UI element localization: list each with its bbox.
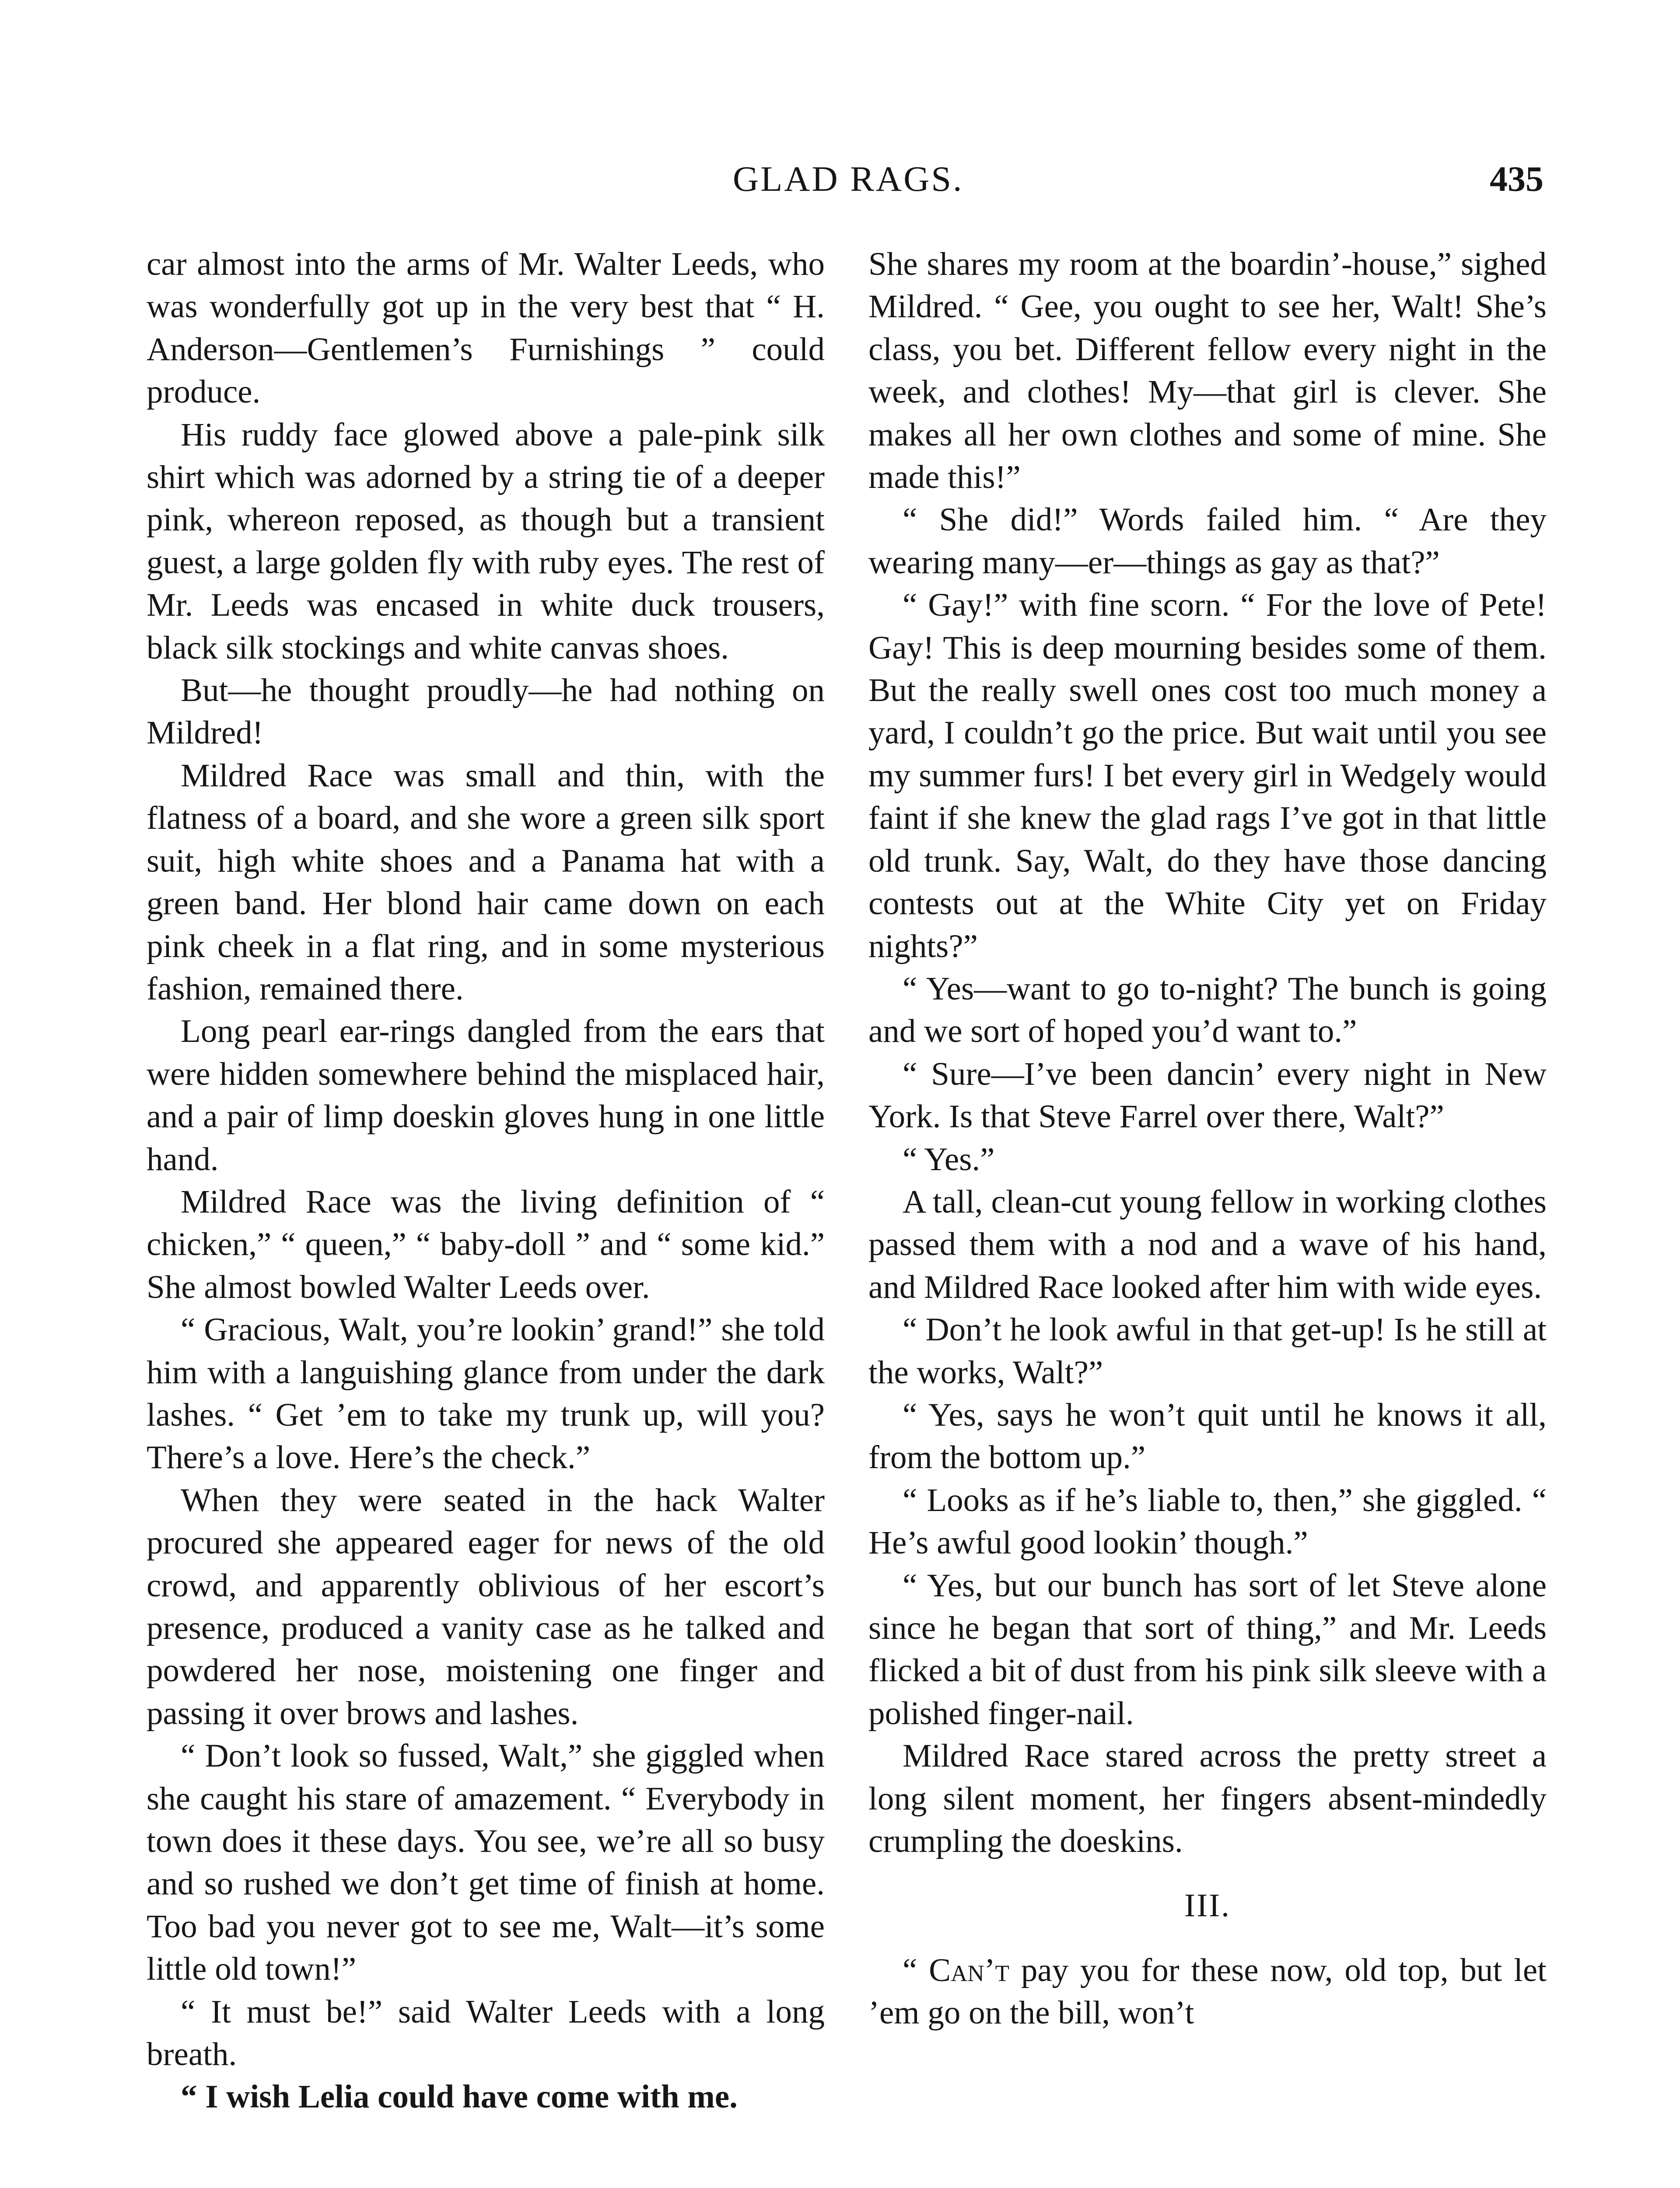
paragraph: car almost into the arms of Mr. Walter Leeds, who was wonderfully got up in the very best that “ H. Anderson—Gentlemen’s Furnishings ” could produce. bbox=[147, 246, 825, 410]
paragraph: “ It must be!” said Walter Leeds with a long breath. bbox=[147, 1993, 825, 2073]
paragraph: She shares my room at the boardin’-house,” sighed Mildred. “ Gee, you ought to see her, Walt! She’s class, you bet. Different fellow every night in the week, and clothes! My—that girl is clever. She makes all her own clothes and some of mine. She made this!” bbox=[868, 246, 1547, 496]
paragraph: “ Yes—want to go to-night? The bunch is going and we sort of hoped you’d want to.” bbox=[868, 970, 1547, 1050]
paragraph: Mildred Race was the living definition of “ chicken,” “ queen,” “ baby-doll ” and “ some kid.” She almost bowled Walter Leeds over. bbox=[147, 1183, 825, 1305]
page-number: 435 bbox=[1490, 159, 1544, 199]
paragraph: Mildred Race was small and thin, with the flatness of a board, and she wore a green silk sport suit, high white shoes and a Panama hat with a green band. Her blond hair came down on each pink cheek in a flat ring, and in some mysterious fashion, remained there. bbox=[147, 757, 825, 1007]
right-column bbox=[868, 243, 1547, 2034]
paragraph: “ I wish Lelia could have come with me. bbox=[181, 2079, 738, 2115]
small-caps-lead-word: Can’t bbox=[929, 1952, 1010, 1988]
section-opening-paragraph bbox=[868, 1949, 1547, 2034]
running-title: GLAD RAGS. bbox=[733, 159, 964, 199]
paragraph: “ Sure—I’ve been dancin’ every night in New York. Is that Steve Farrel over there, Walt?” bbox=[868, 1055, 1547, 1135]
open-quote: “ bbox=[903, 1952, 929, 1988]
paragraph: “ Don’t look so fussed, Walt,” she giggled when she caught his stare of amazement. “ Everybody in town does it these days. You see, we’re all so busy and so rushed we don’t get time of finish at home. Too bad you never got to see me, Walt—it’s some little old town!” bbox=[147, 1738, 825, 1988]
section-opening-text: pay you for these now, old top, but let ’em go on the bill, won’t bbox=[868, 1952, 1547, 2031]
paragraph: When they were seated in the hack Walter procured she appeared eager for news of the old crowd, and apparently oblivious of her escort’s presence, produced a vanity case as he talked and powdered her nose, moistening one finger and passing it over brows and lashes. bbox=[147, 1482, 825, 1732]
paragraph: “ Yes, says he won’t quit until he knows it all, from the bottom up.” bbox=[868, 1396, 1547, 1476]
paragraph: “ Gay!” with fine scorn. “ For the love of Pete! Gay! This is deep mourning besides some of them. But the really swell ones cost too much money a yard, I couldn’t go the price. But wait until you see my summer furs! I bet every girl in Wedgely would faint if she knew the glad rags I’ve got in that little old trunk. Say, Walt, do they have those dancing contests out at the White City yet on Friday nights?” bbox=[868, 587, 1547, 964]
paragraph: “ Yes.” bbox=[903, 1141, 995, 1178]
paragraph: His ruddy face glowed above a pale-pink silk shirt which was adorned by a string tie of a deeper pink, whereon reposed, as though but a transient guest, a large golden fly with ruby eyes. The rest of Mr. Leeds was encased in white duck trousers, black silk stockings and white canvas shoes. bbox=[147, 416, 825, 666]
paragraph: “ Gracious, Walt, you’re lookin’ grand!” she told him with a languishing glance from under the dark lashes. “ Get ’em to take my trunk up, will you? There’s a love. Here’s the check.” bbox=[147, 1311, 825, 1476]
paragraph: A tall, clean-cut young fellow in working clothes passed them with a nod and a wave of his hand, and Mildred Race looked after him with wide eyes. bbox=[868, 1183, 1547, 1305]
section-heading: III. bbox=[1184, 1887, 1231, 1924]
running-header bbox=[0, 158, 1680, 211]
paragraph: “ She did!” Words failed him. “ Are they wearing many—er—things as gay as that?” bbox=[868, 501, 1547, 581]
paragraph: “ Don’t he look awful in that get-up! Is he still at the works, Walt?” bbox=[868, 1311, 1547, 1391]
paragraph: But—he thought proudly—he had nothing on Mildred! bbox=[147, 672, 825, 751]
paragraph: “ Looks as if he’s liable to, then,” she giggled. “ He’s awful good lookin’ though.” bbox=[868, 1482, 1547, 1561]
left-column bbox=[147, 243, 825, 2118]
paragraph: “ Yes, but our bunch has sort of let Steve alone since he began that sort of thing,” and Mr. Leeds flicked a bit of dust from his pink silk sleeve with a polished finger-nail. bbox=[868, 1567, 1547, 1732]
paragraph: Long pearl ear-rings dangled from the ears that were hidden somewhere behind the misplaced hair, and a pair of limp doeskin gloves hung in one little hand. bbox=[147, 1013, 825, 1178]
paragraph: Mildred Race stared across the pretty street a long silent moment, her fingers absent-mindedly crumpling the doeskins. bbox=[868, 1738, 1547, 1860]
